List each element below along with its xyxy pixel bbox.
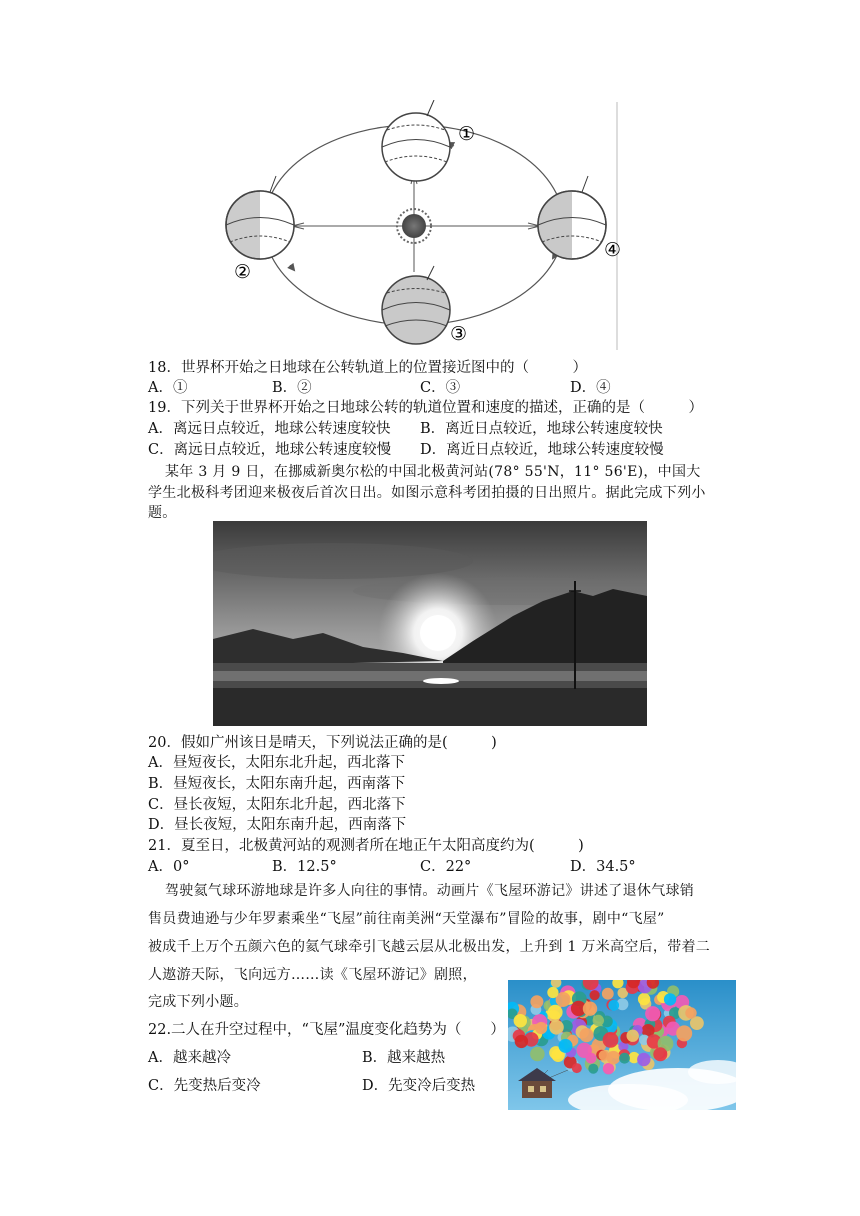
q19-option-d: D．离近日点较近，地球公转速度较慢: [420, 442, 664, 458]
label-4: ④: [604, 239, 622, 261]
q22-option-a: A．越来越冷: [148, 1050, 231, 1066]
balloon-mark: [627, 1030, 639, 1042]
balloon-mark: [619, 1053, 630, 1064]
balloon-mark: [607, 1051, 621, 1065]
balloon-mark: [603, 1032, 619, 1048]
label-3: ③: [450, 323, 468, 345]
q20-stem: 20．假如广州该日是晴天，下列说法正确的是( ): [148, 735, 497, 751]
passage1-line-1: 某年 3 月 9 日，在挪威新奥尔松的中国北极黄河站(78° 55'N，11° 56'E)，中国大: [165, 464, 701, 480]
q18-option-a: A．①: [148, 380, 188, 396]
sun-icon: [397, 209, 431, 243]
balloon-mark: [653, 1047, 667, 1061]
balloon-mark: [515, 1035, 528, 1048]
q20-option-a: A．昼短夜长，太阳东北升起，西北落下: [148, 755, 405, 771]
q18-option-d: D．④: [570, 380, 611, 396]
balloon-mark: [602, 988, 614, 1000]
passage2-line-2: 售员费迪逊与少年罗素乘坐“飞屋”前往南美洲“天堂瀑布”冒险的故事，剧中“飞屋”: [148, 911, 665, 927]
balloon-mark: [676, 1025, 692, 1041]
q18-stem: 18．世界杯开始之日地球在公转轨道上的位置接近图中的（ ）: [148, 360, 587, 376]
passage2-line-3: 被成千上万个五颜六色的氦气球牵引飞越云层从北极出发，上升到 1 万米高空后，带着二: [148, 939, 711, 955]
earth-position-4-icon: [538, 176, 606, 259]
q20-option-d: D．昼长夜短，太阳东南升起，西南落下: [148, 817, 407, 833]
q20-option-b: B．昼短夜长，太阳东南升起，西南落下: [148, 776, 406, 792]
passage1-line-2: 学生北极科考团迎来极夜后首次日出。如图示意科考团拍摄的日出照片。据此完成下列小: [148, 485, 706, 501]
q21-stem: 21．夏至日，北极黄河站的观测者所在地正午太阳高度约为( ): [148, 838, 584, 854]
q22-option-b: B．越来越热: [362, 1050, 446, 1066]
q19-option-a: A．离远日点较近，地球公转速度较快: [148, 421, 391, 437]
earth-position-2-icon: [226, 176, 294, 259]
sunrise-photo: [213, 521, 647, 726]
balloon-mark: [685, 1007, 696, 1018]
passage2-line-4: 人遨游天际，飞向远方……读《飞屋环游记》剧照，: [148, 967, 477, 983]
q19-option-c: C．离远日点较近，地球公转速度较慢: [148, 442, 392, 458]
q21-option-d: D．34.5°: [570, 859, 636, 875]
q21-option-b: B．12.5°: [272, 859, 337, 875]
balloon-mark: [638, 993, 650, 1005]
balloon-mark: [645, 1006, 660, 1021]
balloon-mark: [664, 993, 676, 1005]
passage1-line-3: 题。: [148, 505, 177, 521]
balloon-mark: [608, 1000, 619, 1011]
balloon-mark: [577, 1043, 592, 1058]
orbit-diagram: [222, 100, 622, 352]
q22-option-d: D．先变冷后变热: [362, 1078, 476, 1094]
balloon-mark: [588, 1064, 598, 1074]
label-2: ②: [234, 261, 252, 283]
balloon-mark: [514, 1014, 527, 1027]
earth-position-1-icon: [382, 100, 450, 181]
q20-option-c: C．昼长夜短，太阳东北升起，西北落下: [148, 797, 406, 813]
balloon-mark: [572, 1063, 582, 1073]
balloon-mark: [590, 990, 600, 1000]
q19-option-b: B．离近日点较近，地球公转速度较快: [420, 421, 663, 437]
balloon-mark: [637, 1053, 650, 1066]
q21-option-a: A．0°: [148, 859, 190, 875]
balloon-mark: [599, 1050, 609, 1060]
balloon-mark: [530, 1047, 545, 1062]
q18-option-c: C．③: [420, 380, 461, 396]
balloon-mark: [559, 1039, 573, 1053]
balloon-mark: [579, 1028, 593, 1042]
q21-option-c: C．22°: [420, 859, 472, 875]
label-1: ①: [458, 123, 476, 145]
q18-option-b: B．②: [272, 380, 312, 396]
q22-stem: 22.二人在升空过程中，“飞屋”温度变化趋势为（ ）: [148, 1022, 505, 1038]
balloon-mark: [535, 1022, 547, 1034]
balloon-mark: [593, 1015, 604, 1026]
balloon-mark: [583, 1002, 597, 1016]
passage2-line-5: 完成下列小题。: [148, 994, 249, 1010]
q22-option-c: C．先变热后变冷: [148, 1078, 261, 1094]
earth-position-3-icon: [382, 266, 450, 344]
balloon-mark: [530, 995, 543, 1008]
passage2-line-1: 驾驶氦气球环游地球是许多人向往的事情。动画片《飞屋环游记》讲述了退休气球销: [165, 883, 695, 899]
balloon-mark: [547, 987, 558, 998]
balloon-house-picture: [508, 980, 736, 1110]
balloon-mark: [548, 1005, 563, 1020]
q19-stem: 19．下列关于世界杯开始之日地球公转的轨道位置和速度的描述，正确的是（ ）: [148, 400, 703, 416]
balloon-mark: [603, 1063, 614, 1074]
